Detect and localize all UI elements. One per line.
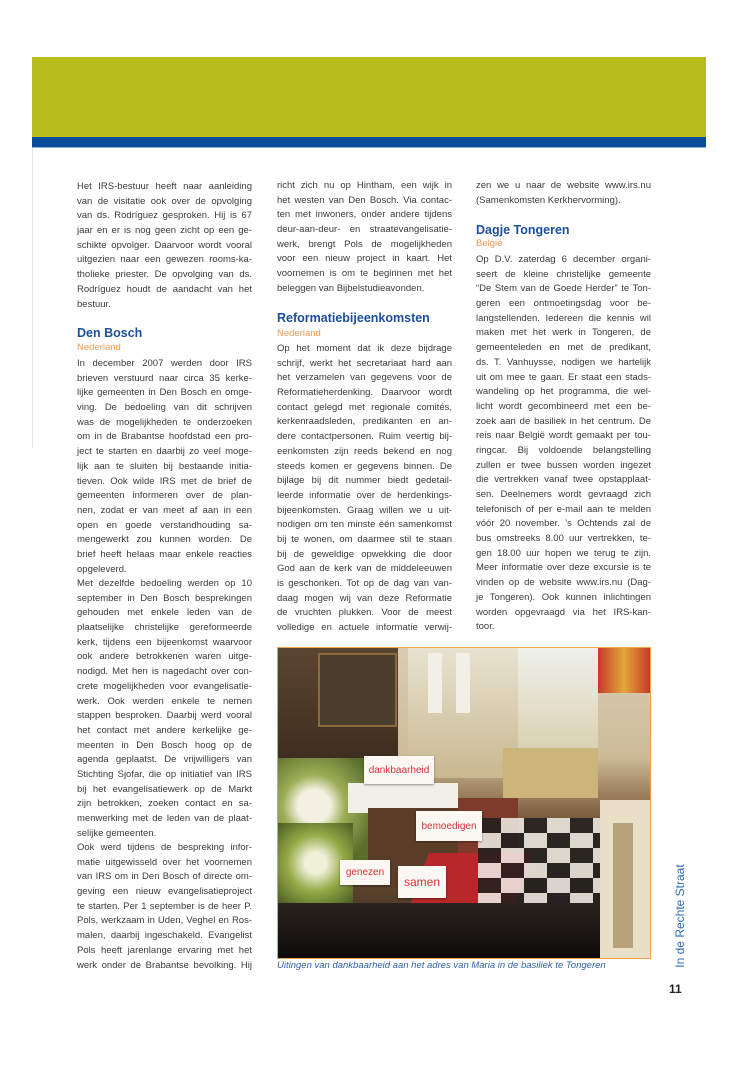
text-line: Met dezelfde bedoeling werden op 10 <box>77 578 252 589</box>
text-line: ds. T. Vanhuysse, nodigen we hartelijk <box>476 356 651 368</box>
text-line: werk onder de Brabantse bevolking. Hij <box>77 959 252 971</box>
paragraph <box>77 577 252 841</box>
text-line: nodigd. Met hen is nagedacht over con- <box>77 666 252 678</box>
text-line: ving. De bedoeling van dit schrijven <box>77 402 252 414</box>
text-line: het verzamelen van gegevens voor de <box>277 372 452 384</box>
text-line: kerkenraadsleden, predikanten en an- <box>277 416 452 428</box>
text-line: crete mogelijkheden voor evangelisatie- <box>77 680 252 692</box>
text-line: schrijf, werkt het secretariaat hard aan <box>277 357 452 369</box>
text-line: werk, brengt Pols de mogelijkheden <box>277 238 452 250</box>
text-line: die vertrekken vanaf twee opstapplaat- <box>476 474 651 486</box>
text-line: brief heeft helaas maar enkele reacties <box>77 548 252 560</box>
text-line: gemeenteleden en met de predikant, <box>476 342 651 354</box>
text-line: matie uitgewisseld over het voornemen <box>77 856 252 868</box>
margin-rule <box>32 148 33 448</box>
text-line: opgeleverd. <box>77 563 127 575</box>
paragraph <box>476 179 651 208</box>
basilica-photo <box>277 647 651 959</box>
text-line: werk. Ook werden enkele te nemen <box>77 695 252 707</box>
section-heading: Dagje Tongeren <box>476 223 570 237</box>
page-number: 11 <box>669 982 682 996</box>
text-line: steeds komen er gegevens binnen. De <box>277 460 452 472</box>
text-line: van IRS om in Den Bosch of directe om- <box>77 871 252 883</box>
photo-caption: Uitingen van dankbaarheid aan het adres van Maria in de basiliek te Tongeren <box>277 960 606 971</box>
text-line: vinden op de website www.irs.nu (Dag- <box>476 577 651 589</box>
text-line: leerde informatie over de herdenkings- <box>277 489 452 501</box>
text-line: voor een nieuw project in kaart. Het <box>277 253 452 265</box>
text-line: Pols heeft jarenlange ervaring met het <box>77 944 252 956</box>
text-line: malen, daarbij ingeschakeld. Evangelist <box>77 930 252 942</box>
text-line: agenda geplaatst. De vrijwilligers van <box>77 754 252 766</box>
text-line: (Samenkomsten Kerkhervorming). <box>476 194 621 206</box>
text-line: meenten in Den Bosch hoog op de <box>77 739 252 751</box>
text-line: vóór 20 november. ’s Ochtends zal de <box>476 518 651 530</box>
text-line: selijke gemeenten. <box>77 827 157 839</box>
text-line: Pols, werkzaam in Uden, Veghel en Ros- <box>77 915 252 927</box>
header-rule <box>32 137 706 148</box>
text-line: brieven verstuurd naar circa 35 kerke- <box>77 372 252 384</box>
text-line: geren een ontmoetingsdag voor be- <box>476 298 651 310</box>
text-line: Het IRS-bestuur heeft naar aanleiding <box>77 181 252 192</box>
text-line: ten met inwoners, onder andere tijdens <box>277 209 452 221</box>
text-line: bijlage bij dit nummer biedt gedetail- <box>277 475 452 487</box>
text-line: lijke gemeenten in Den Bosch en omge- <box>77 387 252 399</box>
text-line: bij het evangelisatiewerk op de Markt <box>77 783 252 795</box>
text-line: uitgezien naar een gewezen rooms-ka- <box>77 254 252 266</box>
text-line: was de mogelijkheden te onderzoeken <box>77 416 252 428</box>
text-line: Op D.V. zaterdag 6 december organi- <box>476 254 651 265</box>
text-line: contact gelegd met regionale comités, <box>277 401 452 413</box>
paragraph <box>77 357 252 577</box>
text-line: deur-aan-deur- en straatevangelisatie- <box>277 224 452 236</box>
text-line: dere contactpersonen. Ruim veertig bij- <box>277 431 452 443</box>
text-line: tholieke priester. De opvolging van ds. <box>77 269 252 281</box>
paragraph <box>77 180 252 312</box>
text-line: zen we u naar de website www.irs.nu <box>476 180 651 191</box>
paragraph <box>476 253 651 635</box>
text-line: lijk aan te sluiten bij bestaande initia- <box>77 460 252 472</box>
text-line: de vruchten plukken. Voor de meest <box>277 607 452 619</box>
text-line: Op het moment dat ik deze bijdrage <box>277 343 452 354</box>
text-line: ook andere betrokkenen waren uitge- <box>77 651 252 663</box>
text-line: te starten. Per 1 september is de heer P. <box>77 900 252 912</box>
magazine-title: In de Rechte Straat <box>673 864 687 968</box>
text-line: je Tongeren). Ook kunnen inlichtingen <box>476 591 651 603</box>
text-line: geving een nieuw evangelisatieproject <box>77 886 252 898</box>
text-line: gehouden met enkele leden van de <box>77 607 252 619</box>
text-line: seert de kleine christelijke gemeente <box>476 268 651 280</box>
text-line: Stichting Sjofar, die op initiatief van IRS <box>77 768 252 780</box>
text-line: maken met het werk in Tongeren, de <box>476 327 651 339</box>
text-line: ject te starten en daarbij zo veel moge- <box>77 446 252 458</box>
text-line: licht wordt gecombineerd met een be- <box>476 400 651 412</box>
text-line: menwerking met de leden van de plaat- <box>77 813 252 824</box>
text-line: Reformatieherdenking. Daarvoor wordt <box>277 387 452 399</box>
section-location: België <box>476 238 503 249</box>
text-line: om in de Brabantse hoofdstad een pro- <box>77 431 252 443</box>
header-banner <box>32 57 706 137</box>
text-line: open en goede verstandhouding sa- <box>77 519 252 531</box>
paragraph <box>277 342 452 636</box>
text-line: bus omstreeks 8.00 uur vertrekken, te- <box>476 533 651 545</box>
text-line: september in Den Bosch besprekingen <box>77 592 252 604</box>
section-heading: Reformatiebijeenkomsten <box>277 311 430 325</box>
text-line: gemeenten informeren over de plan- <box>77 490 252 502</box>
paragraph <box>277 179 452 297</box>
text-line: bijeenkomsten. Graag willen we u uit- <box>277 504 452 516</box>
text-line: stappen besproken. Daarbij werd vooral <box>77 710 252 722</box>
photo-sign: dankbaarheid <box>364 756 434 784</box>
text-line: wandeling op het programma, die wel- <box>476 386 651 398</box>
text-line: zijn betrokken, zoeken contact en sa- <box>77 798 252 810</box>
text-line: telefonisch of per e-mail aan te melden <box>476 503 651 515</box>
photo-sign: genezen <box>340 860 390 885</box>
text-line: Ook werd tijdens de bespreking infor- <box>77 842 252 853</box>
paragraph <box>77 841 252 973</box>
text-line: uit om mee te gaan. Er staat een stads- <box>476 371 651 383</box>
section-location: Nederland <box>277 328 321 339</box>
text-line: van ds. Rodríguez gesproken. Hij is 67 <box>77 210 252 222</box>
text-line: voornemen is om te beginnen met het <box>277 268 452 280</box>
text-line: kerk, tijdens een bijeenkomst waarvoor <box>77 636 252 648</box>
text-line: Rodríguez houdt de aandacht van het <box>77 283 252 295</box>
text-line: reis naar België wordt gemaakt per tou- <box>476 430 651 442</box>
text-line: jaar en er is nog geen zicht op een ge- <box>77 225 252 237</box>
photo-sign: samen <box>398 866 446 898</box>
text-line: toor. <box>476 621 495 633</box>
text-line: langstellenden. Iedereen die kennis wil <box>476 312 651 324</box>
text-line: schikte opvolger. Daarvoor wordt vooral <box>77 239 252 251</box>
text-line: eenkomsten zijn reeds bekend en nog <box>277 445 452 457</box>
text-line: nen, zodat er van meet af aan in een <box>77 504 252 516</box>
section-location: Nederland <box>77 342 121 353</box>
photo-sign: bemoedigen <box>416 811 482 841</box>
text-line: plaatselijke christelijke gereformeerde <box>77 622 252 634</box>
text-line: sen. Deelnemers wordt gevraagd zich <box>476 489 651 500</box>
text-line: ringcar. Bij voldoende belangstelling <box>476 444 651 456</box>
text-line: gen 18.00 uur hopen we terug te zijn. <box>476 547 651 559</box>
text-line: “De Stem van de Goede Herder” te Ton- <box>476 283 651 295</box>
text-line: bestuur. <box>77 298 111 310</box>
text-line: richt zich nu op Hintham, een wijk in <box>277 180 452 191</box>
text-line: van de visitatie ook over de opvolging <box>77 195 252 207</box>
text-line: is geschonken. Tot op de dag van van- <box>277 578 452 589</box>
text-line: nodigen om ten minste één samenkomst <box>277 519 452 531</box>
text-line: worden opgevraagd via het IRS-kan- <box>476 606 651 618</box>
text-line: beleggen van Bijbelstudieavonden. <box>277 282 425 294</box>
section-heading: Den Bosch <box>77 326 143 340</box>
text-line: volledige en actuele informatie verwij- <box>277 622 452 634</box>
text-line: zullen er twee bussen worden ingezet <box>476 459 651 471</box>
text-line: het westen van Den Bosch. Via contac- <box>277 194 452 206</box>
text-line: tieven. Ook wilde IRS met de brief de <box>77 475 252 487</box>
text-line: het contact met andere kerkelijke ge- <box>77 724 252 736</box>
text-line: bij te wonen, om daarmee stil te staan <box>277 533 452 545</box>
text-line: daag mogen wij van deze Reformatie <box>277 592 452 604</box>
text-line: mengewerkt zou kunnen worden. De <box>77 534 252 546</box>
text-line: Meer informatie over deze excursie is te <box>476 562 651 574</box>
text-line: zoek aan de basiliek in het centrum. De <box>476 415 651 427</box>
text-line: In december 2007 werden door IRS <box>77 358 252 369</box>
text-line: God aan de kerk van de middeleeuwen <box>277 563 452 575</box>
text-line: bij de geweldige opwekking die door <box>277 548 452 560</box>
